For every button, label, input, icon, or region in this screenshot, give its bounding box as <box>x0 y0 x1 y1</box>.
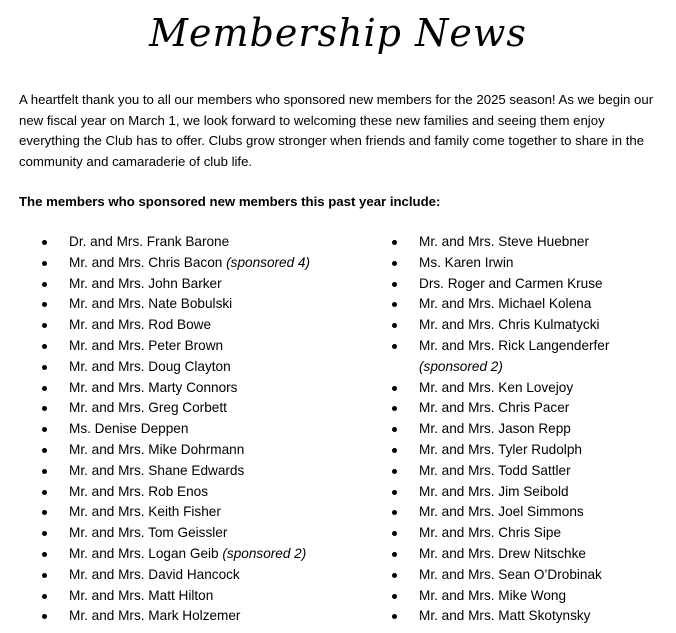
sponsor-name: Mr. and Mrs. Chris Kulmatycki <box>419 317 600 333</box>
sponsor-name: Drs. Roger and Carmen Kruse <box>419 275 603 291</box>
sponsor-name: Mr. and Mrs. Tom Geissler <box>69 525 228 541</box>
bullet-icon <box>392 323 397 328</box>
sponsor-list-item <box>38 586 358 607</box>
sponsor-name: Mr. and Mrs. Chris Pacer <box>419 400 570 416</box>
sponsor-name: Mr. and Mrs. Shane Edwards <box>69 462 245 478</box>
sponsor-name: Mr. and Mrs. Marty Connors <box>69 379 238 395</box>
bullet-icon <box>42 531 47 536</box>
sponsor-list-item <box>388 544 668 565</box>
sponsor-list-item <box>38 315 358 336</box>
bullet-icon <box>42 406 47 411</box>
bullet-icon <box>42 614 47 619</box>
sponsor-list-item <box>388 294 668 315</box>
sponsor-list-item <box>38 378 358 399</box>
sponsor-name: Mr. and Mrs. Logan Geib <box>69 545 219 561</box>
bullet-icon <box>42 490 47 495</box>
bullet-icon <box>392 282 397 287</box>
sponsor-list-item <box>388 315 668 336</box>
bullet-icon <box>42 448 47 453</box>
bullet-icon <box>392 469 397 474</box>
sponsors-heading: The members who sponsored new members this past year include: <box>19 194 441 209</box>
sponsor-name: Ms. Denise Deppen <box>69 421 189 437</box>
sponsor-name: Ms. Karen Irwin <box>419 254 514 270</box>
bullet-icon <box>392 594 397 599</box>
sponsor-name: Mr. and Mrs. Rod Bowe <box>69 317 212 333</box>
sponsor-list-item <box>388 398 668 419</box>
sponsor-name: Mr. and Mrs. Peter Brown <box>69 337 224 353</box>
sponsor-name: Mr. and Mrs. Chris Sipe <box>419 525 562 541</box>
sponsor-list-item <box>38 253 358 274</box>
sponsor-name: Mr. and Mrs. Matt Hilton <box>69 587 214 603</box>
sponsor-name: Mr. and Mrs. Mark Holzemer <box>69 608 241 624</box>
sponsor-list-item <box>38 357 358 378</box>
page-title: Membership News <box>149 11 527 55</box>
sponsor-name: Mr. and Mrs. Ken Lovejoy <box>419 379 574 395</box>
sponsor-note: (sponsored 4) <box>226 254 311 270</box>
sponsor-name: Mr. and Mrs. Greg Corbett <box>69 400 227 416</box>
sponsor-list-item <box>388 274 668 295</box>
sponsor-note: (sponsored 2) <box>222 545 307 561</box>
sponsor-name: Mr. and Mrs. Sean O’Drobinak <box>419 566 602 582</box>
sponsor-list-item <box>38 336 358 357</box>
bullet-icon <box>42 344 47 349</box>
sponsor-list-item <box>38 461 358 482</box>
sponsor-list-item <box>388 502 668 523</box>
sponsor-list-left <box>38 232 358 627</box>
bullet-icon <box>42 365 47 370</box>
bullet-icon <box>392 552 397 557</box>
sponsor-name: Mr. and Mrs. Jim Seibold <box>419 483 569 499</box>
sponsor-list-item <box>388 586 668 607</box>
bullet-icon <box>42 552 47 557</box>
sponsor-name: Mr. and Mrs. Rob Enos <box>69 483 209 499</box>
bullet-icon <box>42 386 47 391</box>
sponsor-list-item <box>388 606 668 627</box>
bullet-icon <box>392 406 397 411</box>
sponsor-list-item <box>38 274 358 295</box>
sponsor-list-item <box>38 440 358 461</box>
bullet-icon <box>42 240 47 245</box>
bullet-icon <box>42 573 47 578</box>
sponsor-name: Mr. and Mrs. David Hancock <box>69 566 240 582</box>
sponsor-list-item <box>388 336 668 378</box>
bullet-icon <box>392 427 397 432</box>
bullet-icon <box>42 594 47 599</box>
sponsor-list-item <box>38 606 358 627</box>
sponsor-list-item <box>38 565 358 586</box>
sponsor-list-right <box>388 232 668 627</box>
bullet-icon <box>392 261 397 266</box>
sponsor-name: Mr. and Mrs. Jason Repp <box>419 421 571 437</box>
sponsor-name: Mr. and Mrs. Michael Kolena <box>419 296 592 312</box>
sponsor-list-item <box>388 482 668 503</box>
sponsor-list-item <box>38 544 358 565</box>
sponsor-list-item <box>388 378 668 399</box>
bullet-icon <box>392 302 397 307</box>
sponsor-name: Mr. and Mrs. Steve Huebner <box>419 234 589 249</box>
bullet-icon <box>42 510 47 515</box>
bullet-icon <box>42 282 47 287</box>
sponsor-list-item <box>38 419 358 440</box>
bullet-icon <box>392 573 397 578</box>
bullet-icon <box>42 323 47 328</box>
sponsor-name: Mr. and Mrs. Tyler Rudolph <box>419 441 582 457</box>
sponsor-name: Mr. and Mrs. John Barker <box>69 275 222 291</box>
sponsor-list-item <box>388 440 668 461</box>
sponsor-list-item <box>38 482 358 503</box>
sponsor-name: Mr. and Mrs. Rick Langenderfer <box>419 337 610 353</box>
bullet-icon <box>392 386 397 391</box>
sponsor-list-item <box>388 461 668 482</box>
sponsor-name: Mr. and Mrs. Chris Bacon <box>69 254 223 270</box>
sponsor-list-item <box>38 294 358 315</box>
sponsor-name: Mr. and Mrs. Doug Clayton <box>69 358 231 374</box>
sponsor-name: Dr. and Mrs. Frank Barone <box>69 234 230 249</box>
sponsor-list-item <box>388 419 668 440</box>
intro-paragraph: A heartfelt thank you to all our members who sponsored new members for the 2025 season! As we begin our new fiscal year on March 1, we look forward to welcoming these new families and seeing them enjoy everything the Club has to offer. Clubs grow stronger when friends and family come together to share in the community and camaraderie of club life. <box>19 92 654 169</box>
sponsor-list-item <box>388 565 668 586</box>
sponsor-name: Mr. and Mrs. Nate Bobulski <box>69 296 233 312</box>
sponsor-list-item <box>388 523 668 544</box>
bullet-icon <box>42 427 47 432</box>
bullet-icon <box>392 240 397 245</box>
sponsor-name: Mr. and Mrs. Drew Nitschke <box>419 545 586 561</box>
sponsor-name: Mr. and Mrs. Mike Dohrmann <box>69 441 245 457</box>
sponsor-list-item <box>388 253 668 274</box>
sponsor-list-item <box>388 232 668 253</box>
bullet-icon <box>42 261 47 266</box>
bullet-icon <box>42 302 47 307</box>
sponsor-list-item <box>38 398 358 419</box>
sponsor-list-item <box>38 502 358 523</box>
sponsor-note: (sponsored 2) <box>419 358 503 374</box>
bullet-icon <box>42 469 47 474</box>
bullet-icon <box>392 614 397 619</box>
bullet-icon <box>392 344 397 349</box>
sponsor-name: Mr. and Mrs. Mike Wong <box>419 587 567 603</box>
bullet-icon <box>392 448 397 453</box>
sponsor-name: Mr. and Mrs. Keith Fisher <box>69 504 221 520</box>
bullet-icon <box>392 531 397 536</box>
sponsor-name: Mr. and Mrs. Todd Sattler <box>419 462 571 478</box>
sponsor-name: Mr. and Mrs. Matt Skotynsky <box>419 608 591 624</box>
bullet-icon <box>392 490 397 495</box>
bullet-icon <box>392 510 397 515</box>
sponsor-list-item <box>38 523 358 544</box>
sponsor-name: Mr. and Mrs. Joel Simmons <box>419 504 584 520</box>
sponsor-list-item <box>38 232 358 253</box>
